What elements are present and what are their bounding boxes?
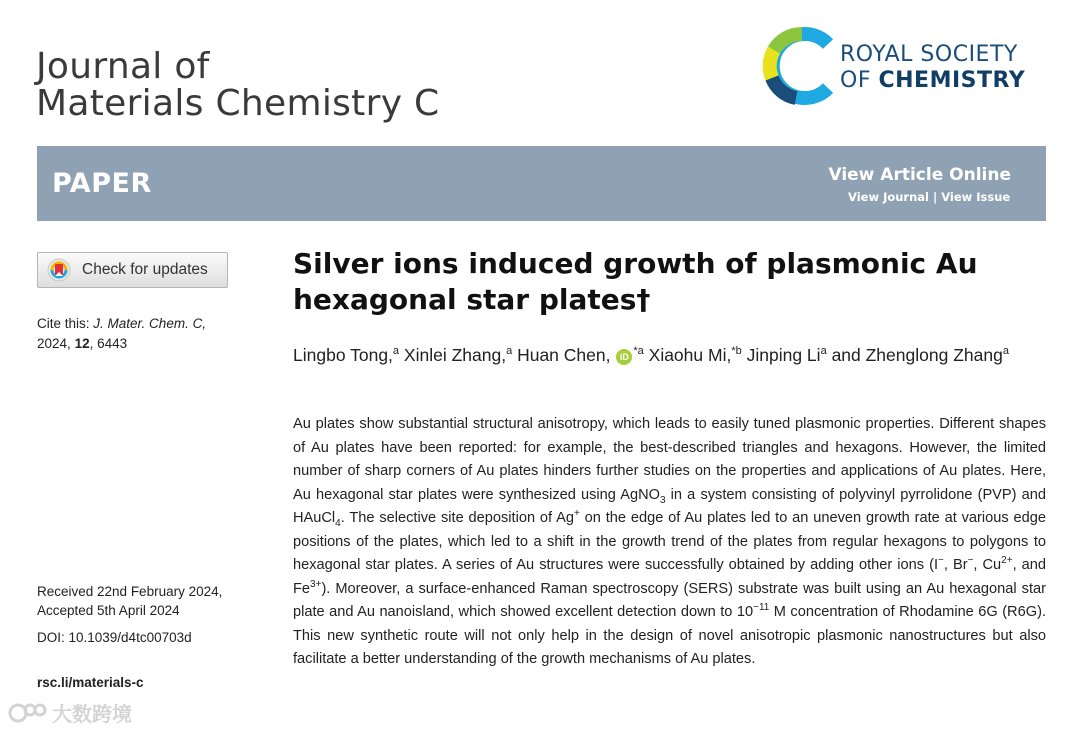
rsc-logo[interactable] xyxy=(762,26,1052,108)
doi[interactable]: DOI: 10.1039/d4tc00703d xyxy=(37,630,192,645)
watermark-text: 大数跨境 xyxy=(52,704,132,726)
cite-year: 2024, xyxy=(37,336,71,351)
journal-title-line1: Journal of xyxy=(36,46,210,87)
view-issue-link[interactable]: View Issue xyxy=(941,190,1011,204)
journal-title-line2: Materials Chemistry C xyxy=(36,83,440,124)
journal-link[interactable]: rsc.li/materials-c xyxy=(37,675,144,690)
check-for-updates-label: Check for updates xyxy=(82,261,208,278)
abstract-subscript: 3 xyxy=(659,494,666,506)
link-separator: | xyxy=(933,190,938,204)
check-for-updates-button[interactable] xyxy=(37,252,228,288)
cite-volume: 12 xyxy=(74,336,90,351)
journal-title xyxy=(36,48,439,122)
abstract xyxy=(293,413,1046,672)
author-affiliation: a xyxy=(820,345,827,357)
watermark xyxy=(8,698,132,727)
check-updates-icon xyxy=(47,258,71,282)
article-dates xyxy=(37,582,222,620)
abstract-text: . The selective site deposition of Ag xyxy=(340,510,574,526)
section-label: PAPER xyxy=(52,168,152,199)
author-affiliation: *a xyxy=(633,345,644,357)
rsc-logo-icon xyxy=(762,26,836,106)
watermark-icon xyxy=(8,700,48,726)
author-name[interactable]: Huan Chen, xyxy=(517,344,611,365)
author-list xyxy=(293,339,1053,367)
cite-journal: J. Mater. Chem. C, xyxy=(93,316,207,331)
abstract-text: in a system consisting of polyvinyl pyrrolidone (PVP) and HAuCl xyxy=(293,486,1046,526)
author-name[interactable]: Xinlei Zhang, xyxy=(403,344,507,365)
abstract-text: Au plates show substantial structural anisotropy, which leads to easily tuned plasmonic properties. Different shapes of Au plates have been reported: for example, the best-described triangles and hexagons. However, the limited number of sharp corners of Au plates hinders further studies on the properties and applications of Au plates. Here, Au hexagonal star plates were synthesized using AgNO xyxy=(293,416,1046,503)
author-affiliation: a xyxy=(392,345,400,357)
author-name[interactable]: Lingbo Tong, xyxy=(293,344,393,365)
cite-label: Cite this: xyxy=(37,316,90,331)
abstract-superscript: − xyxy=(967,555,974,567)
abstract-text: on the edge of Au plates led to an uneven growth rate at various edge positions of the plates, which led to a shift in the growth trend of the plates from regular hexagons to polygons to hexagonal star plates. A series of Au structures were successfully obtained by adding other ions (I xyxy=(293,510,1046,573)
rsc-line1: ROYAL SOCIETY xyxy=(840,42,1018,67)
view-journal-link[interactable]: View Journal xyxy=(848,190,929,204)
view-article-online-link[interactable]: View Article Online xyxy=(828,165,1011,185)
abstract-superscript: −11 xyxy=(753,602,770,614)
accepted-date: Accepted 5th April 2024 xyxy=(37,603,180,618)
author-name[interactable]: Jinping Li xyxy=(746,344,821,365)
author-affiliation: a xyxy=(506,345,513,357)
abstract-text: , Br xyxy=(943,557,968,573)
abstract-superscript: − xyxy=(938,555,944,567)
cite-pages: , 6443 xyxy=(89,336,128,351)
section-banner xyxy=(37,146,1046,221)
author-affiliation: a xyxy=(1002,345,1009,357)
orcid-icon[interactable]: iD xyxy=(616,349,632,365)
abstract-text: ). Moreover, a surface-enhanced Raman spectroscopy (SERS) substrate was built using an Au hexagonal star plate and Au nanoisland, which showed excellent detection down to 10 xyxy=(293,580,1046,620)
rsc-logo-text xyxy=(840,42,1025,94)
view-links xyxy=(848,190,1010,204)
abstract-text: , Cu xyxy=(973,557,1002,573)
received-date: Received 22nd February 2024, xyxy=(37,584,223,599)
citation xyxy=(37,314,237,354)
abstract-superscript: 2+ xyxy=(1001,555,1013,567)
abstract-superscript: 3+ xyxy=(310,578,322,590)
rsc-line2 xyxy=(840,68,1025,94)
abstract-superscript: + xyxy=(573,508,580,520)
rsc-line2-bold: CHEMISTRY xyxy=(878,68,1026,93)
rsc-line2-prefix: OF xyxy=(840,68,871,93)
abstract-subscript: 4 xyxy=(335,517,341,529)
article-title: Silver ions induced growth of plasmonic Au hexagonal star plates† xyxy=(293,247,978,316)
author-name[interactable]: Xiaohu Mi, xyxy=(648,344,732,365)
abstract-text: M concentration of Rhodamine 6G (R6G). This new synthetic route will not only help in the design of novel anisotropic plasmonic nanostructures but also facilitate a better understanding of the growth mechanisms of Au plates. xyxy=(293,604,1046,667)
author-name[interactable]: and Zhenglong Zhang xyxy=(831,344,1003,365)
author-affiliation: *b xyxy=(731,345,742,357)
abstract-text: , and Fe xyxy=(293,557,1047,597)
